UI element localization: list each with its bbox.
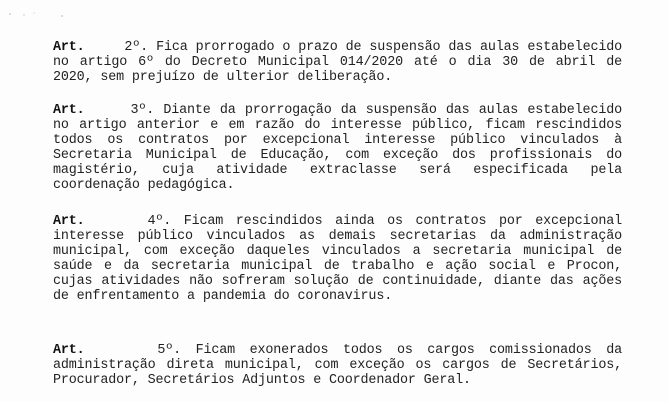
article-label: Art. (53, 103, 85, 118)
article-2 (53, 40, 622, 85)
article-4 (53, 214, 622, 304)
article-number: 5º. (157, 343, 182, 358)
article-number: 3º. (130, 103, 155, 118)
scan-noise-marks (4, 8, 74, 20)
article-text: Fica prorrogado o prazo de suspensão das aulas estabelecido no artigo 6º do Decreto Municipal 014/2020 até o dia 30 de abril de 2020, sem prejuízo de ulterior deliberação. (53, 40, 622, 85)
article-5 (53, 343, 622, 388)
article-text: Ficam exonerados todos os cargos comissionados da administração direta municipal, com exceção os cargos de Secretários, Procurador, Secretários Adjuntos e Coordenador Geral. (53, 343, 623, 388)
article-label: Art. (53, 40, 85, 55)
article-3 (53, 103, 622, 193)
article-text: Diante da prorrogação da suspensão das aulas estabelecido no artigo anterior e em razão do interesse público, ficam rescindidos todos os contratos por excepcional interesse público vinculados à Secretaria Municipal de Educação, com exceção dos profissionais do magistério, cuja atividade extraclasse será especificada pela coordenação pedagógica. (53, 103, 622, 193)
article-label: Art. (53, 343, 85, 358)
article-number: 2º. (124, 40, 149, 55)
article-text: Ficam rescindidos ainda os contratos por excepcional interesse público vinculados as demais secretarias da administração municipal, com exceção daqueles vinculados a secretaria municipal de saúde e da secretaria municipal de trabalho e ação social e Procon, cujas atividades não sofreram solução de continuidade, diante das ações de enfrentamento a pandemia do coronavirus. (53, 214, 623, 304)
article-number: 4º. (147, 214, 172, 229)
article-label: Art. (53, 214, 85, 229)
